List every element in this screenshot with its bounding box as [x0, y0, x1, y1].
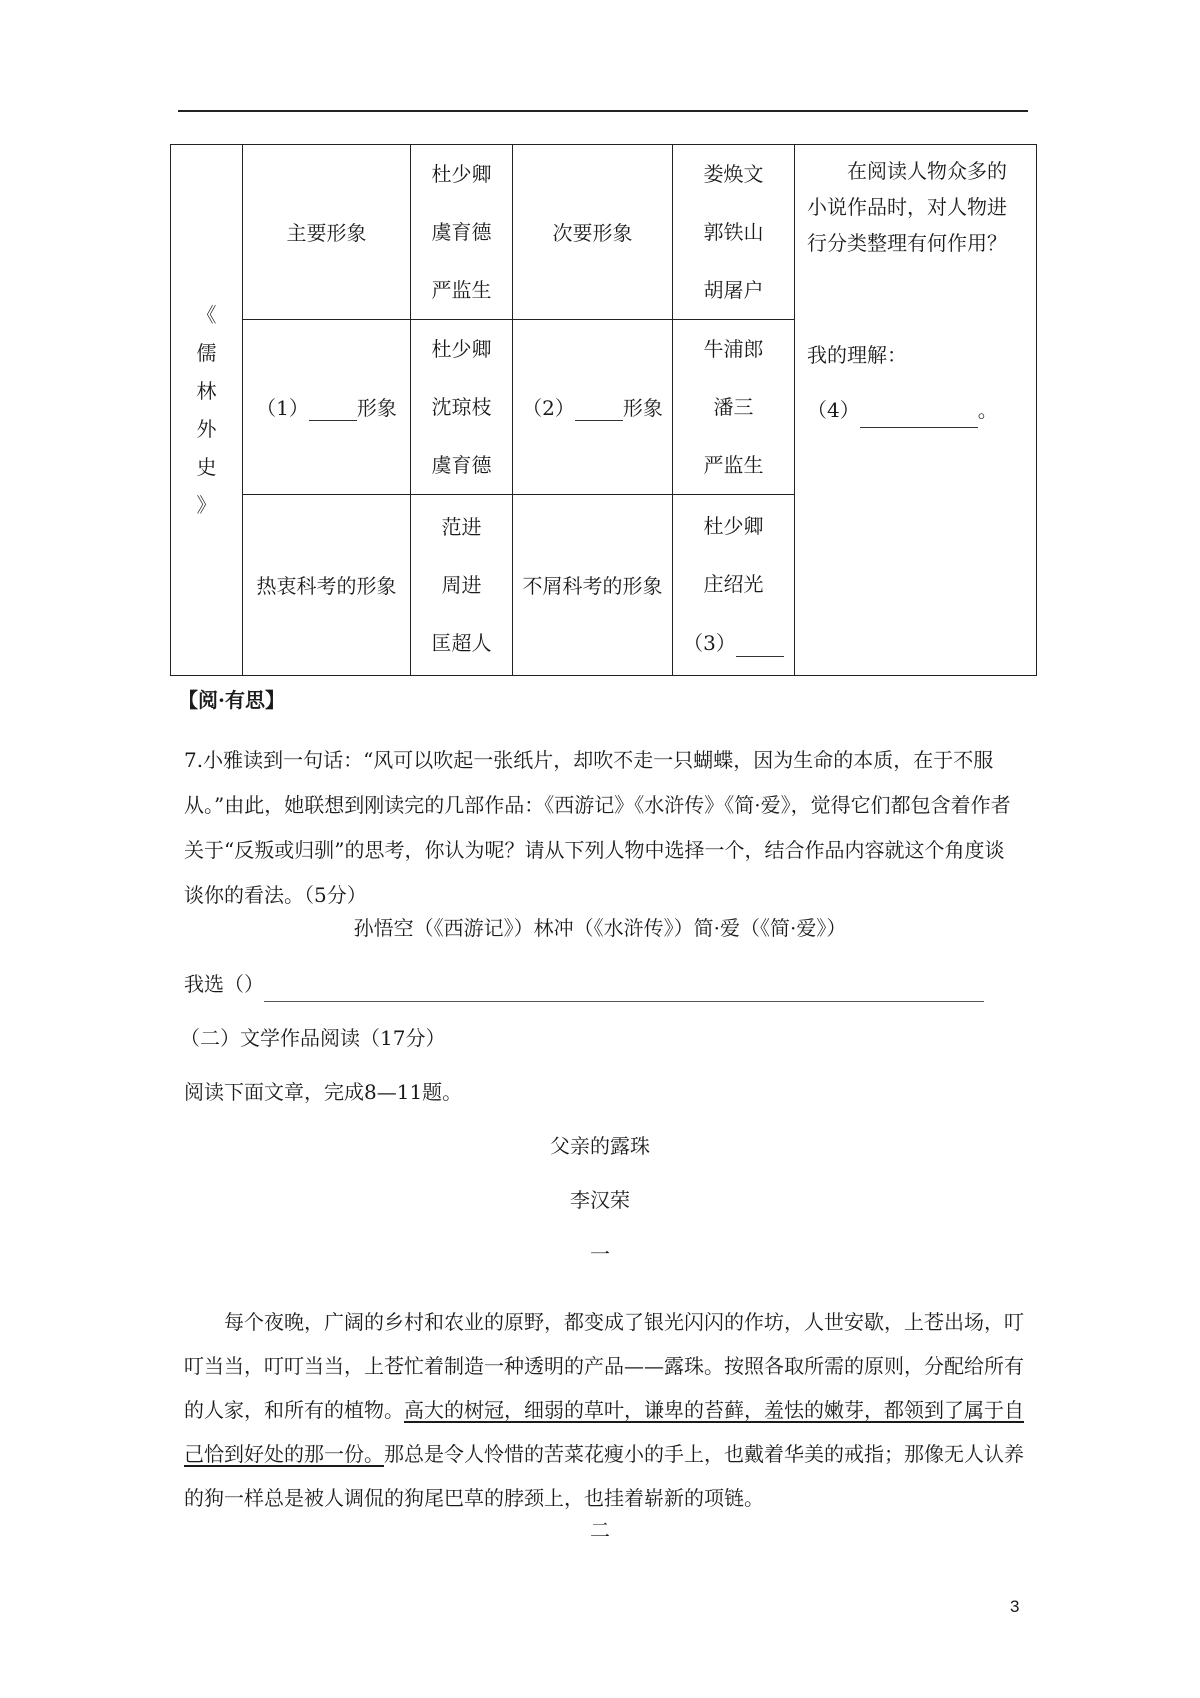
character-name: 娄焕文 — [703, 161, 764, 186]
book-title-char: 林 — [196, 379, 217, 403]
character-name: 牛浦郎 — [703, 336, 764, 361]
category-label: 主要形象 — [243, 145, 411, 320]
character-choices: 孙悟空（《西游记》）林冲（《水浒传》）简·爱（《简·爱》） — [353, 916, 847, 940]
names-cell — [411, 145, 513, 320]
underlined-sentence: 高大的树冠，细弱的草叶，谦卑的苔藓，羞怯的嫩芽，都领到了属于自己恰到好处的那一份。 — [184, 1398, 1024, 1466]
category-label: 不屑科考的形象 — [513, 494, 673, 675]
character-name: 严监生 — [431, 277, 492, 302]
choose-label: 我选（） — [184, 972, 264, 996]
character-name: 杜少卿 — [431, 161, 492, 186]
names-cell — [411, 319, 513, 494]
character-name: 郭铁山 — [703, 219, 764, 244]
reading-instruction: 阅读下面文章，完成8—11题。 — [184, 1080, 463, 1104]
book-title-char: 外 — [196, 417, 217, 441]
character-name: 虞育德 — [431, 452, 492, 477]
part-number-2: 二 — [590, 1518, 610, 1542]
answer-blank-3[interactable]: （3） — [683, 628, 784, 657]
book-title-char: 史 — [196, 455, 217, 479]
book-title-vertical — [171, 145, 242, 675]
blank-line[interactable] — [309, 396, 357, 421]
character-classification-table — [170, 144, 1037, 676]
choose-answer[interactable] — [184, 966, 1014, 1002]
answer-blank-4[interactable]: （4） 。 — [807, 391, 1024, 428]
character-name: 严监生 — [703, 452, 764, 477]
header-rule — [178, 110, 1028, 112]
article-paragraph-1: 每个夜晚，广阔的乡村和农业的原野，都变成了银光闪闪的作坊，人世安歇，上苍出场，叮叮当当，叮叮当当，上苍忙着制造一种透明的产品——露珠。按照各取所需的原则，分配给所有的人家，和所有的植物。高大的树冠，细弱的草叶，谦卑的苔藓，羞怯的嫩芽，都领到了属于自己恰到好处的那一份。那总是令人怜惜的苦菜花瘦小的手上，也戴着华美的戒指；那像无人认养的狗一样总是被人调侃的狗尾巴草的脖颈上，也挂着崭新的项链。 — [184, 1310, 1024, 1510]
page-number: 3 — [1010, 1597, 1020, 1616]
book-title-char: 》 — [196, 493, 217, 517]
category-label: 次要形象 — [513, 145, 673, 320]
names-cell — [673, 319, 795, 494]
article-title: 父亲的露珠 — [550, 1134, 650, 1158]
blank-line[interactable] — [575, 396, 623, 421]
character-name: 庄绍光 — [703, 572, 764, 597]
character-name: 范进 — [441, 514, 482, 539]
names-cell — [673, 494, 795, 675]
character-name: 潘三 — [713, 394, 754, 419]
character-name: 沈琼枝 — [431, 394, 492, 419]
category-label-blank-2[interactable]: （2） 形象 — [513, 319, 673, 494]
book-title-char: 《 — [196, 303, 217, 327]
part-number-1: 一 — [590, 1242, 610, 1266]
article-author: 李汉荣 — [570, 1188, 630, 1212]
character-name: 虞育德 — [431, 219, 492, 244]
category-label-blank-1[interactable]: （1） 形象 — [243, 319, 411, 494]
category-label: 热衷科考的形象 — [243, 494, 411, 675]
character-name: 杜少卿 — [703, 514, 764, 539]
book-title-char: 儒 — [196, 341, 217, 365]
names-cell — [411, 494, 513, 675]
section-2-heading: （二）文学作品阅读（17分） — [180, 1026, 446, 1050]
my-understanding-label: 我的理解： — [807, 343, 907, 367]
blank-line[interactable] — [736, 628, 784, 657]
character-name: 匡超人 — [431, 630, 492, 655]
character-name: 周进 — [441, 572, 482, 597]
question-text: 在阅读人物众多的小说作品时，对人物进行分类整理有何作用？ — [807, 159, 1007, 255]
section-tag: 【阅·有思】 — [178, 688, 285, 712]
character-name: 杜少卿 — [431, 336, 492, 361]
question-7: 7.小雅读到一句话：“风可以吹起一张纸片，却吹不走一只蝴蝶，因为生命的本质，在于不服从。”由此，她联想到刚读完的几部作品：《西游记》《水浒传》《简·爱》，觉得它们都包含着作者关于“反叛或归驯”的思考，你认为呢？请从下列人物中选择一个，结合作品内容就这个角度谈谈你的看法。（5分） — [184, 748, 1011, 907]
names-cell — [673, 145, 795, 320]
book-title-cell — [171, 145, 243, 676]
question-cell — [795, 145, 1037, 676]
character-name: 胡屠户 — [703, 277, 764, 302]
answer-line[interactable] — [264, 977, 984, 1002]
blank-line[interactable] — [860, 391, 978, 428]
